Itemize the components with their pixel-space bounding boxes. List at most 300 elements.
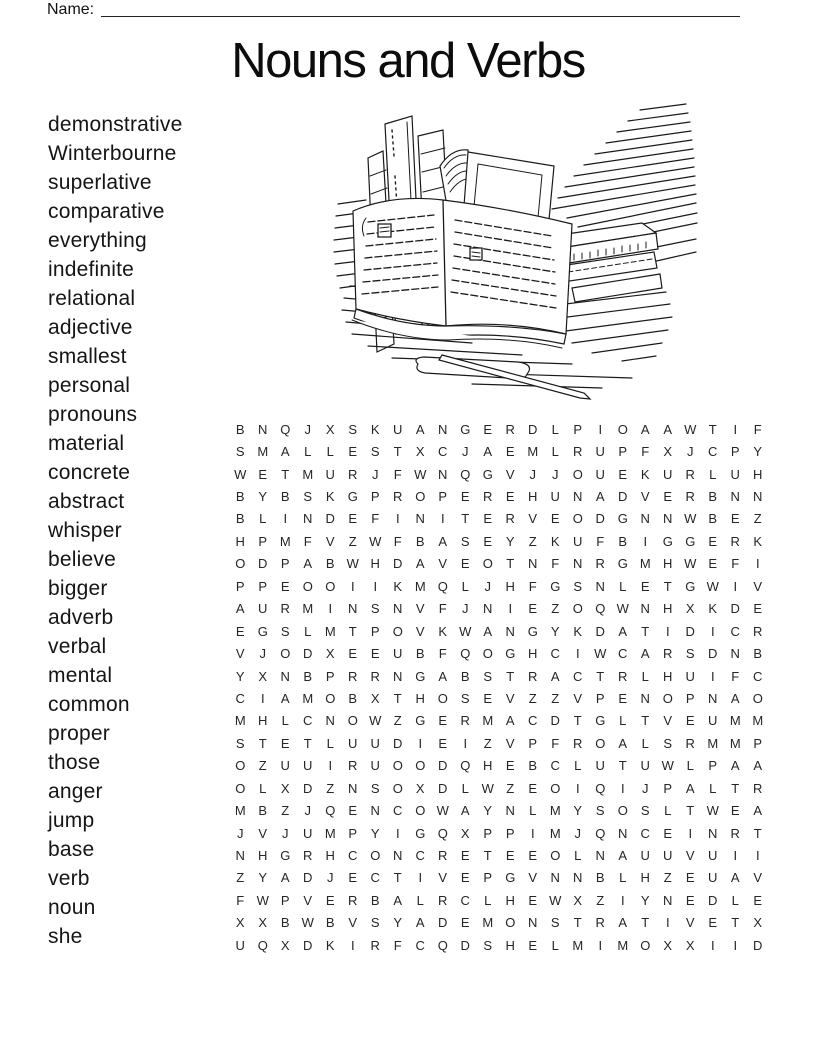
name-label: Name:	[47, 1, 95, 18]
grid-letter: O	[482, 646, 493, 662]
grid-letter: J	[304, 421, 311, 437]
grid-letter: O	[662, 690, 673, 706]
grid-letter: A	[550, 668, 560, 684]
grid-letter: M	[482, 713, 494, 729]
grid-letter: K	[753, 533, 763, 549]
grid-letter: E	[708, 533, 718, 549]
grid-letter: G	[257, 623, 268, 639]
grid-letter: R	[370, 937, 380, 953]
grid-letter: R	[528, 668, 538, 684]
grid-letter: L	[461, 578, 469, 594]
word-list-item: those	[48, 751, 101, 774]
grid-letter: R	[438, 848, 448, 864]
grid-letter: H	[528, 489, 538, 505]
grid-letter: E	[528, 601, 538, 617]
books-illustration	[322, 96, 698, 414]
grid-letter: F	[371, 511, 380, 527]
grid-letter: D	[730, 601, 740, 617]
grid-letter: L	[259, 780, 267, 796]
grid-letter: M	[234, 713, 246, 729]
grid-letter: J	[282, 825, 289, 841]
grid-letter: X	[235, 915, 245, 931]
grid-letter: W	[616, 601, 629, 617]
grid-letter: T	[348, 623, 357, 639]
grid-letter: Z	[663, 870, 672, 886]
grid-letter: A	[753, 803, 763, 819]
grid-letter: M	[279, 533, 291, 549]
grid-letter: H	[528, 646, 538, 662]
grid-letter: G	[280, 848, 291, 864]
grid-letter: N	[415, 511, 425, 527]
grid-letter: N	[325, 713, 335, 729]
grid-letter: P	[505, 825, 515, 841]
grid-letter: L	[664, 803, 672, 819]
grid-letter: G	[685, 578, 696, 594]
grid-letter: N	[393, 848, 403, 864]
grid-letter: D	[393, 735, 403, 751]
grid-letter: V	[640, 489, 650, 505]
grid-letter: B	[460, 668, 470, 684]
word-list	[48, 110, 183, 951]
grid-letter: Q	[595, 601, 606, 617]
grid-letter: R	[663, 646, 673, 662]
grid-letter: K	[438, 623, 448, 639]
grid-letter: T	[393, 690, 402, 706]
grid-letter: E	[640, 578, 650, 594]
grid-letter: O	[415, 758, 426, 774]
grid-letter: U	[640, 848, 650, 864]
grid-letter: Z	[281, 803, 290, 819]
grid-letter: D	[550, 713, 560, 729]
grid-letter: V	[685, 848, 695, 864]
grid-letter: W	[684, 421, 697, 437]
grid-letter: X	[685, 937, 695, 953]
grid-letter: E	[348, 803, 358, 819]
grid-letter: J	[304, 803, 311, 819]
word-list-item: comparative	[48, 200, 165, 223]
grid-letter: P	[528, 735, 538, 751]
grid-letter: M	[639, 556, 651, 572]
grid-letter: G	[505, 646, 516, 662]
grid-letter: O	[325, 578, 336, 594]
grid-letter: W	[256, 892, 269, 908]
grid-letter: W	[706, 578, 719, 594]
grid-letter: Y	[573, 803, 583, 819]
grid-letter: X	[370, 690, 380, 706]
grid-letter: H	[640, 870, 650, 886]
grid-letter: V	[415, 601, 425, 617]
grid-letter: W	[369, 713, 382, 729]
grid-letter: E	[325, 892, 335, 908]
grid-letter: N	[258, 421, 268, 437]
grid-letter: M	[729, 713, 741, 729]
grid-letter: C	[550, 758, 560, 774]
grid-letter: O	[235, 556, 246, 572]
grid-letter: O	[392, 623, 403, 639]
grid-letter: E	[663, 489, 673, 505]
grid-letter: P	[708, 758, 718, 774]
grid-letter: O	[302, 578, 313, 594]
grid-letter: D	[303, 937, 313, 953]
word-list-item: personal	[48, 374, 131, 397]
grid-letter: E	[753, 892, 763, 908]
grid-letter: N	[528, 556, 538, 572]
grid-letter: N	[708, 825, 718, 841]
grid-letter: S	[640, 803, 650, 819]
grid-letter: R	[595, 556, 605, 572]
grid-letter: V	[505, 466, 515, 482]
grid-letter: X	[460, 825, 470, 841]
page-title: Nouns and Verbs	[231, 34, 585, 88]
grid-letter: U	[708, 848, 718, 864]
grid-letter: E	[528, 937, 538, 953]
word-list-item: abstract	[48, 490, 125, 513]
grid-letter: D	[438, 915, 448, 931]
grid-letter: F	[303, 533, 312, 549]
grid-letter: E	[753, 601, 763, 617]
word-list-item: proper	[48, 722, 110, 745]
grid-letter: O	[550, 848, 561, 864]
grid-letter: C	[303, 713, 313, 729]
grid-letter: J	[259, 646, 266, 662]
grid-letter: N	[303, 511, 313, 527]
grid-letter: H	[505, 937, 515, 953]
grid-letter: B	[370, 892, 380, 908]
grid-letter: C	[618, 646, 628, 662]
grid-letter: C	[460, 892, 470, 908]
grid-letter: G	[617, 556, 628, 572]
grid-letter: Z	[551, 601, 560, 617]
grid-letter: Y	[370, 825, 380, 841]
grid-letter: M	[549, 803, 561, 819]
grid-letter: N	[663, 892, 673, 908]
grid-letter: M	[302, 601, 314, 617]
word-list-item: jump	[48, 809, 95, 832]
grid-letter: L	[304, 444, 312, 460]
grid-letter: T	[573, 713, 582, 729]
grid-letter: D	[303, 870, 313, 886]
grid-letter: A	[618, 623, 628, 639]
grid-letter: V	[505, 735, 515, 751]
grid-letter: N	[438, 466, 448, 482]
grid-letter: Y	[550, 623, 560, 639]
grid-letter: R	[685, 466, 695, 482]
grid-letter: I	[755, 556, 760, 572]
grid-letter: A	[415, 915, 425, 931]
word-list-item: pronouns	[48, 403, 138, 426]
word-list-item: superlative	[48, 171, 152, 194]
grid-letter: H	[505, 892, 515, 908]
grid-letter: I	[620, 892, 625, 908]
grid-letter: F	[551, 735, 560, 751]
grid-letter: A	[595, 489, 605, 505]
grid-letter: A	[460, 803, 470, 819]
grid-letter: Y	[393, 915, 403, 931]
grid-letter: E	[348, 646, 358, 662]
grid-letter: Q	[595, 780, 606, 796]
grid-letter: S	[483, 937, 493, 953]
grid-letter: Q	[437, 578, 448, 594]
grid-letter: E	[685, 713, 695, 729]
grid-letter: A	[753, 758, 763, 774]
grid-letter: C	[573, 668, 583, 684]
grid-letter: T	[686, 803, 695, 819]
grid-letter: I	[260, 690, 265, 706]
grid-letter: E	[438, 735, 448, 751]
grid-letter: S	[348, 421, 358, 437]
grid-letter: I	[328, 758, 333, 774]
grid-letter: U	[303, 758, 313, 774]
grid-letter: S	[370, 444, 380, 460]
grid-letter: V	[303, 892, 313, 908]
grid-letter: E	[483, 421, 493, 437]
grid-letter: R	[730, 533, 740, 549]
grid-letter: D	[753, 937, 763, 953]
word-list-item: demonstrative	[48, 113, 183, 136]
grid-letter: U	[325, 466, 335, 482]
grid-letter: Q	[460, 646, 471, 662]
grid-letter: N	[640, 511, 650, 527]
grid-letter: G	[415, 713, 426, 729]
grid-letter: D	[438, 758, 448, 774]
grid-letter: Z	[393, 713, 402, 729]
grid-letter: E	[528, 848, 538, 864]
grid-letter: G	[347, 489, 358, 505]
grid-letter: Y	[640, 892, 650, 908]
grid-letter: A	[618, 915, 628, 931]
grid-letter: R	[348, 466, 358, 482]
word-list-item: adverb	[48, 606, 114, 629]
grid-letter: J	[462, 601, 469, 617]
grid-letter: V	[753, 870, 763, 886]
grid-letter: M	[617, 937, 629, 953]
grid-letter: P	[370, 489, 380, 505]
grid-letter: S	[460, 533, 470, 549]
grid-letter: G	[685, 533, 696, 549]
grid-letter: I	[710, 623, 715, 639]
grid-letter: Z	[753, 511, 762, 527]
word-list-item: everything	[48, 229, 147, 252]
grid-letter: Z	[506, 780, 515, 796]
grid-letter: U	[708, 870, 718, 886]
grid-letter: I	[688, 825, 693, 841]
grid-letter: S	[370, 780, 380, 796]
grid-letter: X	[280, 780, 290, 796]
grid-letter: P	[235, 578, 245, 594]
grid-letter: E	[438, 713, 448, 729]
grid-letter: E	[258, 466, 268, 482]
grid-letter: L	[416, 892, 424, 908]
grid-letter: U	[663, 466, 673, 482]
word-list-item: Winterbourne	[48, 142, 177, 165]
grid-letter: O	[550, 780, 561, 796]
grid-letter: X	[325, 646, 335, 662]
grid-letter: D	[708, 892, 718, 908]
grid-letter: D	[595, 623, 605, 639]
grid-letter: T	[506, 556, 515, 572]
grid-letter: E	[618, 690, 628, 706]
grid-letter: E	[618, 466, 628, 482]
grid-letter: U	[595, 758, 605, 774]
grid-letter: I	[328, 601, 333, 617]
name-fill-line	[101, 0, 740, 17]
grid-letter: U	[730, 466, 740, 482]
grid-letter: C	[415, 848, 425, 864]
grid-letter: L	[574, 848, 582, 864]
grid-letter: V	[235, 646, 245, 662]
grid-letter: P	[370, 623, 380, 639]
grid-letter: E	[280, 735, 290, 751]
grid-letter: O	[370, 848, 381, 864]
grid-letter: A	[483, 623, 493, 639]
word-list-item: noun	[48, 896, 96, 919]
grid-letter: T	[641, 915, 650, 931]
grid-letter: R	[573, 735, 583, 751]
grid-letter: H	[415, 690, 425, 706]
grid-letter: O	[392, 780, 403, 796]
grid-letter: G	[662, 533, 673, 549]
grid-letter: K	[573, 623, 583, 639]
grid-letter: H	[483, 758, 493, 774]
grid-letter: F	[528, 578, 537, 594]
grid-letter: W	[436, 803, 449, 819]
grid-letter: E	[730, 803, 740, 819]
grid-letter: N	[505, 803, 515, 819]
grid-letter: G	[482, 466, 493, 482]
grid-letter: R	[685, 489, 695, 505]
grid-letter: B	[235, 421, 245, 437]
grid-letter: E	[460, 848, 470, 864]
grid-letter: L	[619, 578, 627, 594]
grid-letter: D	[595, 511, 605, 527]
grid-letter: I	[463, 735, 468, 751]
grid-letter: I	[710, 937, 715, 953]
grid-letter: F	[393, 533, 402, 549]
grid-letter: S	[685, 646, 695, 662]
grid-letter: U	[550, 489, 560, 505]
grid-letter: E	[505, 489, 515, 505]
grid-letter: I	[598, 937, 603, 953]
grid-letter: O	[617, 421, 628, 437]
grid-letter: F	[236, 892, 245, 908]
grid-letter: B	[415, 533, 425, 549]
word-list-item: whisper	[48, 519, 122, 542]
grid-letter: R	[483, 489, 493, 505]
grid-letter: L	[281, 713, 289, 729]
grid-letter: L	[551, 937, 559, 953]
grid-letter: E	[730, 511, 740, 527]
word-list-item: verbal	[48, 635, 107, 658]
grid-letter: P	[258, 578, 268, 594]
grid-letter: Z	[528, 533, 537, 549]
word-list-item: anger	[48, 780, 103, 803]
grid-letter: W	[684, 511, 697, 527]
grid-letter: A	[505, 713, 515, 729]
grid-letter: X	[753, 915, 763, 931]
grid-letter: S	[595, 803, 605, 819]
grid-letter: E	[348, 511, 358, 527]
grid-letter: U	[393, 421, 403, 437]
grid-letter: Z	[326, 780, 335, 796]
grid-letter: G	[415, 668, 426, 684]
grid-letter: R	[618, 668, 628, 684]
grid-letter: A	[640, 646, 650, 662]
grid-letter: W	[549, 892, 562, 908]
grid-letter: N	[550, 870, 560, 886]
grid-letter: W	[661, 758, 674, 774]
grid-letter: Y	[258, 870, 268, 886]
grid-letter: I	[508, 601, 513, 617]
grid-letter: N	[595, 578, 605, 594]
grid-letter: E	[708, 556, 718, 572]
grid-letter: L	[461, 780, 469, 796]
grid-letter: I	[395, 511, 400, 527]
grid-letter: W	[594, 646, 607, 662]
grid-letter: F	[596, 533, 605, 549]
grid-letter: R	[753, 780, 763, 796]
grid-letter: G	[595, 713, 606, 729]
grid-letter: P	[280, 556, 290, 572]
grid-letter: E	[370, 646, 380, 662]
grid-letter: G	[505, 870, 516, 886]
grid-letter: F	[393, 466, 402, 482]
grid-letter: G	[527, 623, 538, 639]
grid-letter: N	[280, 668, 290, 684]
grid-letter: M	[729, 735, 741, 751]
grid-letter: E	[685, 892, 695, 908]
grid-letter: A	[730, 758, 740, 774]
grid-letter: U	[663, 848, 673, 864]
grid-letter: I	[733, 421, 738, 437]
grid-letter: N	[573, 870, 583, 886]
grid-letter: V	[663, 713, 673, 729]
grid-letter: A	[438, 533, 448, 549]
grid-letter: O	[325, 690, 336, 706]
grid-letter: F	[641, 444, 650, 460]
grid-letter: N	[730, 646, 740, 662]
grid-letter: J	[484, 578, 491, 594]
grid-letter: T	[461, 511, 470, 527]
grid-letter: A	[393, 892, 403, 908]
grid-letter: E	[348, 444, 358, 460]
grid-letter: I	[733, 937, 738, 953]
grid-letter: Y	[753, 444, 763, 460]
word-list-item: relational	[48, 287, 136, 310]
grid-letter: V	[753, 578, 763, 594]
grid-letter: W	[481, 780, 494, 796]
word-list-item: common	[48, 693, 130, 716]
grid-letter: W	[369, 533, 382, 549]
grid-letter: A	[730, 870, 740, 886]
grid-letter: N	[640, 690, 650, 706]
grid-letter: U	[258, 601, 268, 617]
grid-letter: P	[483, 825, 493, 841]
grid-letter: S	[303, 489, 313, 505]
grid-letter: T	[708, 421, 717, 437]
grid-letter: O	[347, 713, 358, 729]
word-list-item: she	[48, 925, 83, 948]
grid-letter: M	[324, 825, 336, 841]
grid-letter: M	[302, 690, 314, 706]
grid-letter: S	[280, 623, 290, 639]
grid-letter: I	[373, 578, 378, 594]
grid-letter: A	[280, 870, 290, 886]
grid-letter: K	[550, 533, 560, 549]
grid-letter: L	[709, 466, 717, 482]
grid-letter: I	[733, 578, 738, 594]
grid-letter: Q	[325, 803, 336, 819]
grid-letter: C	[438, 444, 448, 460]
